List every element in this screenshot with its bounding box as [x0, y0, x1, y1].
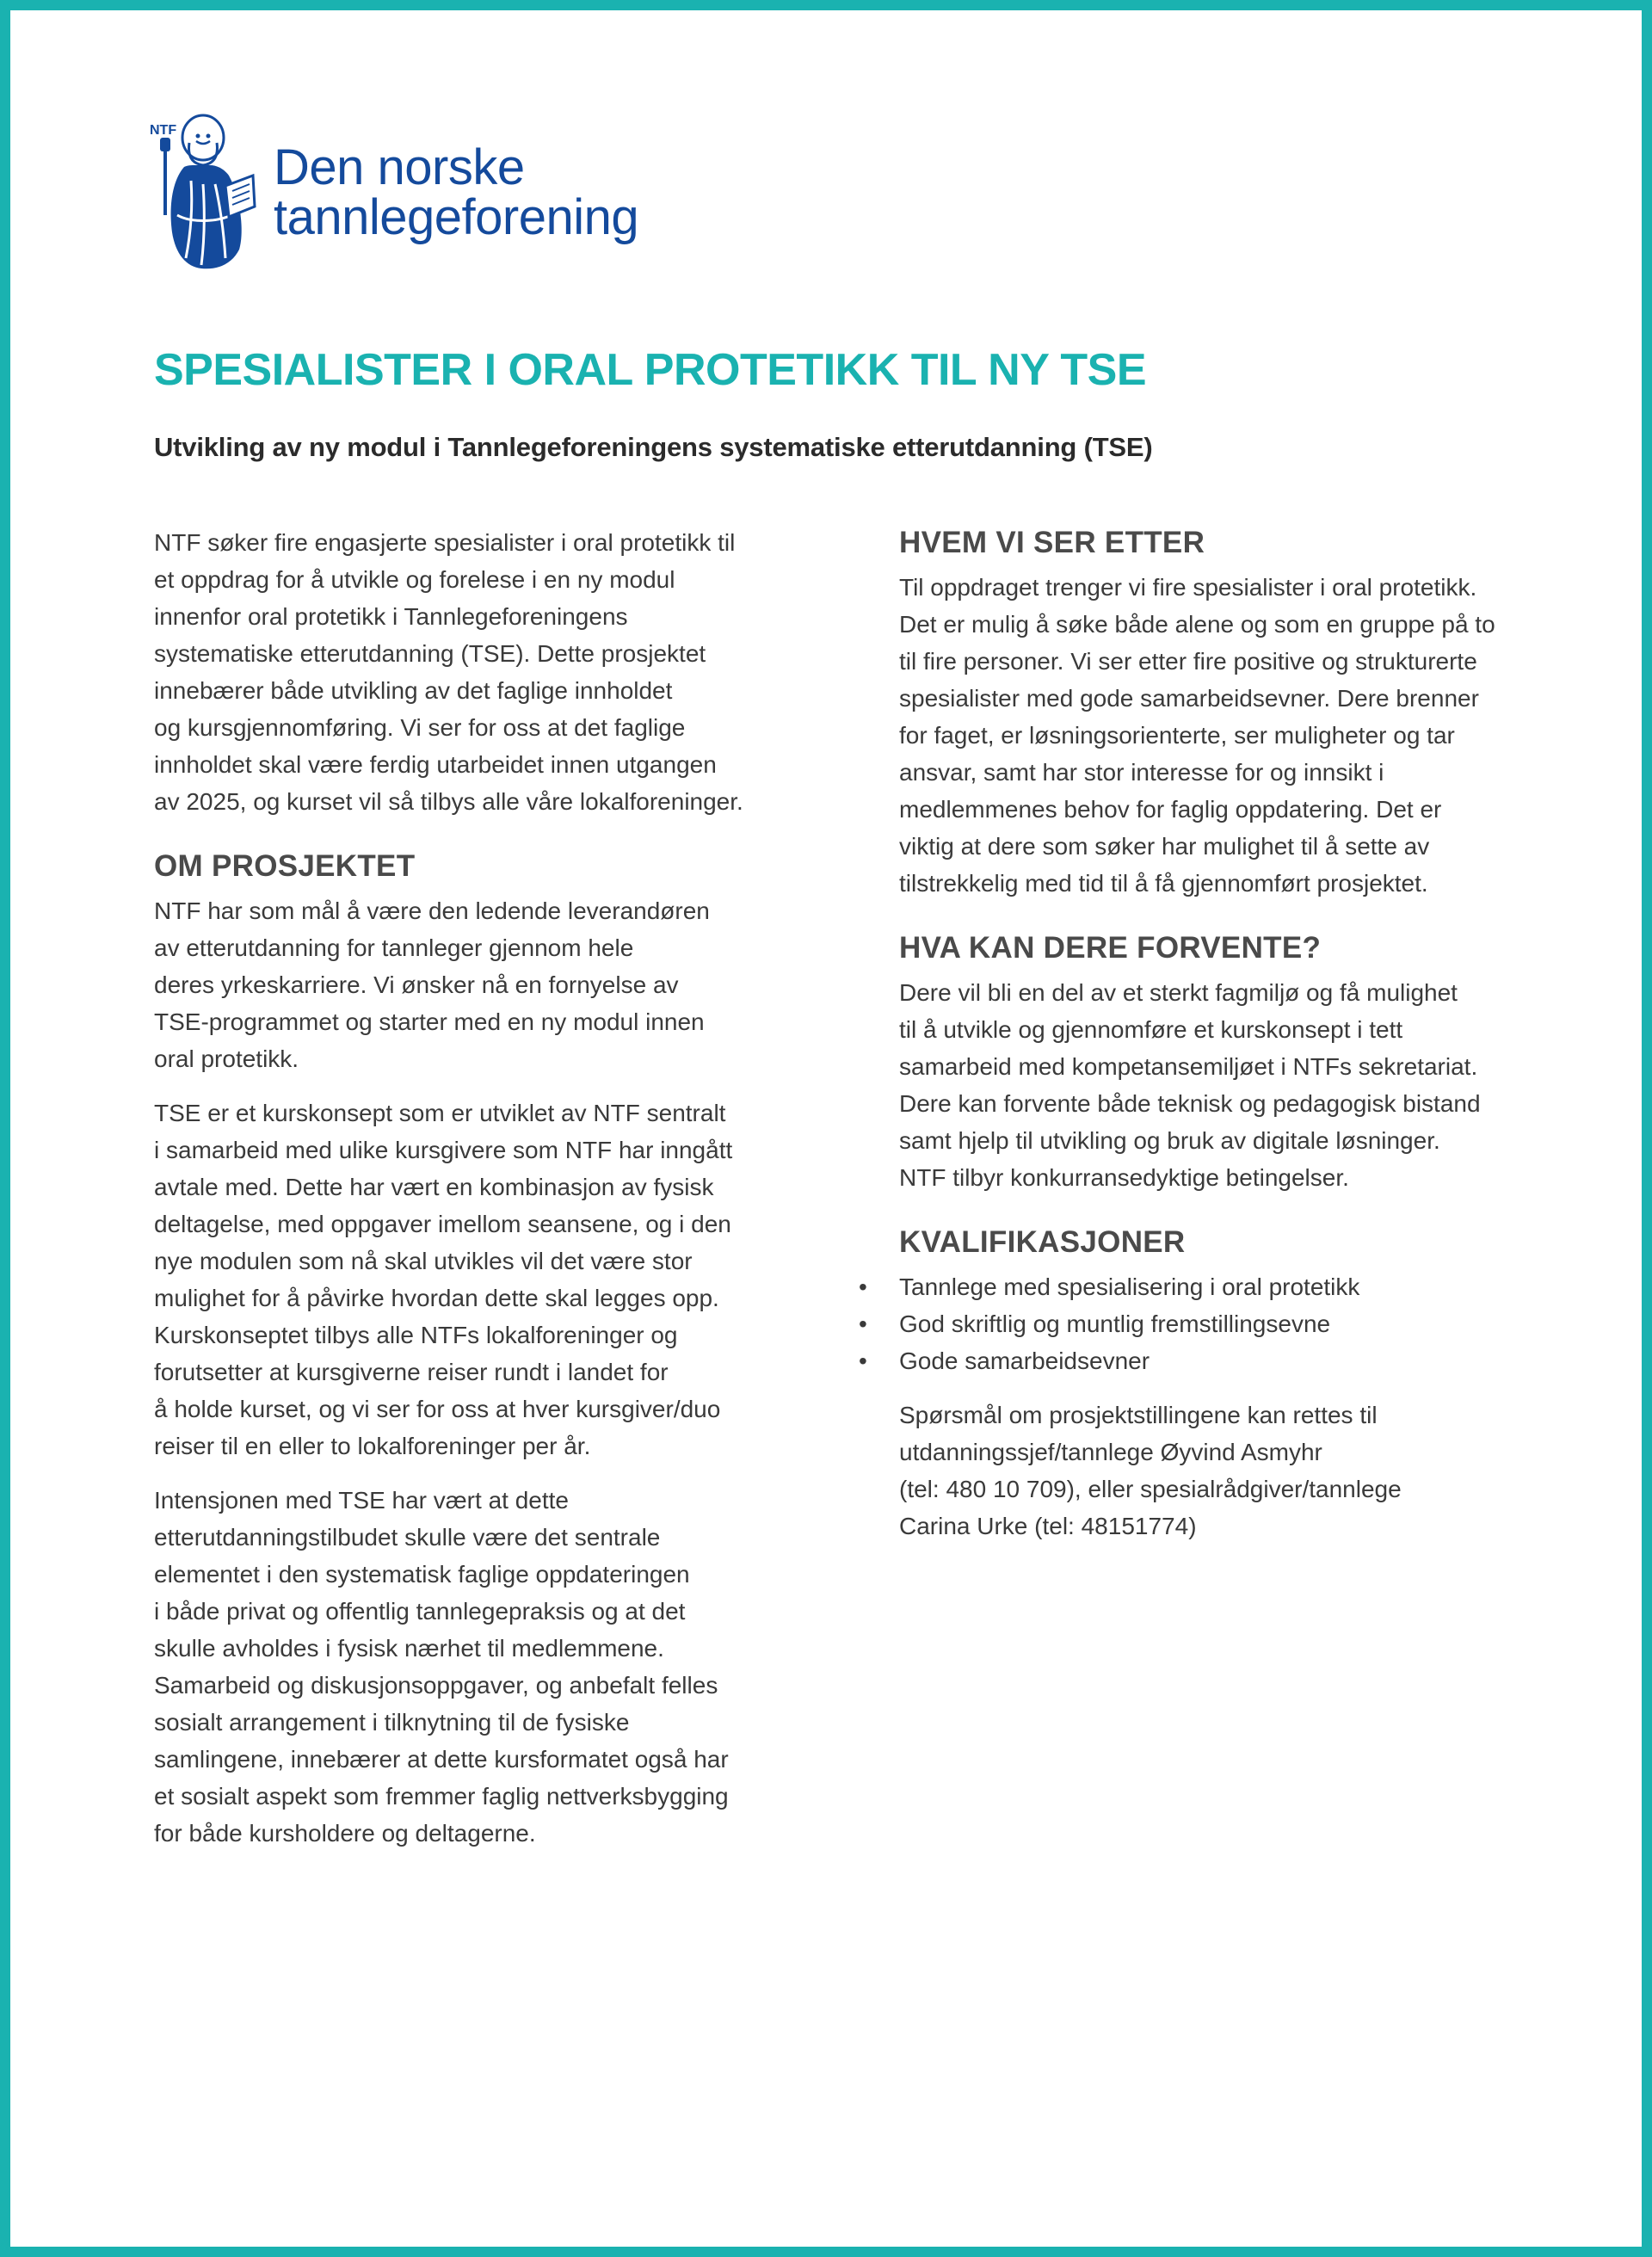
- contact-paragraph: Spørsmål om prosjektstillingene kan rettes til utdanningssjef/tannlege Øyvind Asmyhr (tel: 480 10 709), eller spesialrådgiver/tannlege Carina Urke (tel: 48151774): [899, 1402, 1402, 1539]
- left-column: [154, 524, 778, 1852]
- page-title: SPESIALISTER I ORAL PROTETIKK TIL NY TSE: [154, 345, 1147, 395]
- list-item: [859, 1268, 1536, 1305]
- logo: [146, 112, 638, 274]
- bullet-icon: •: [859, 1347, 867, 1374]
- logo-icon-text: NTF: [150, 123, 177, 138]
- hvem-vi-ser-etter-paragraph: Til oppdraget trenger vi fire spesialister i oral protetikk. Det er mulig å søke både alene og som en gruppe på to til fire personer. Vi ser etter fire positive og strukturerte spesialister med gode samarbeidsevner. Dere brenner for faget, er løsningsorienterte, ser muligheter og tar ansvar, samt har stor interesse for og innsikt i medlemmenes behov for faglig oppdatering. Det er viktig at dere som søker har mulighet til å sette av tilstrekkelig med tid til å få gjennomført prosjektet.: [899, 574, 1495, 897]
- ntf-saint-apollonia-icon: [146, 112, 256, 274]
- section-heading-om-prosjektet: OM PROSJEKTET: [154, 849, 416, 883]
- bullet-icon: •: [859, 1273, 867, 1300]
- section-heading-kvalifikasjoner: KVALIFIKASJONER: [899, 1225, 1186, 1259]
- qualifications-list: [859, 1268, 1536, 1379]
- om-prosjektet-paragraph-2: TSE er et kurskonsept som er utviklet av NTF sentralt i samarbeid med ulike kursgivere som NTF har inngått avtale med. Dette har vært en kombinasjon av fysisk deltagelse, med oppgaver imellom seansene, og i den nye modulen som nå skal utvikles vil det være stor mulighet for å påvirke hvordan dette skal legges opp. Kurskonseptet tilbys alle NTFs lokalforeninger og forutsetter at kursgiverne reiser rundt i landet for å holde kurset, og vi ser for oss at hver kursgiver/duo reiser til en eller to lokalforeninger per år.: [154, 1100, 733, 1459]
- right-column: [859, 524, 1536, 1545]
- section-heading-hva-kan-dere-forvente: HVA KAN DERE FORVENTE?: [899, 931, 1322, 965]
- logo-line-1: Den norske: [274, 139, 525, 195]
- list-item: [859, 1342, 1536, 1379]
- bullet-icon: •: [859, 1310, 867, 1337]
- hva-kan-dere-forvente-paragraph: Dere vil bli en del av et sterkt fagmiljø og få mulighet til å utvikle og gjennomføre et kurskonsept i tett samarbeid med kompetansemiljøet i NTFs sekretariat. Dere kan forvente både teknisk og pedagogisk bistand samt hjelp til utvikling og bruk av digitale løsninger. NTF tilbyr konkurransedyktige betingelser.: [899, 979, 1481, 1191]
- logo-wordmark: [274, 139, 639, 245]
- om-prosjektet-paragraph-1: NTF har som mål å være den ledende leverandøren av etterutdanning for tannleger gjennom hele deres yrkeskarriere. Vi ønsker nå en fornyelse av TSE-programmet og starter med en ny modul innen oral protetikk.: [154, 897, 710, 1072]
- qualification-text: God skriftlig og muntlig fremstillingsevne: [899, 1310, 1331, 1337]
- logo-line-2: tannlegeforening: [274, 189, 639, 245]
- om-prosjektet-paragraph-3: Intensjonen med TSE har vært at dette etterutdanningstilbudet skulle være det sentrale elementet i den systematisk faglige oppdateringen i både privat og offentlig tannlegepraksis og at det skulle avholdes i fysisk nærhet til medlemmene. Samarbeid og diskusjonsoppgaver, og anbefalt felles sosialt arrangement i tilknytning til de fysiske samlingene, innebærer at dette kursformatet også har et sosialt aspekt som fremmer faglig nettverksbygging for både kursholdere og deltagerne.: [154, 1487, 729, 1847]
- list-item: [859, 1305, 1536, 1342]
- intro-paragraph: NTF søker fire engasjerte spesialister i oral protetikk til et oppdrag for å utvikle og forelese i en ny modul innenfor oral protetikk i Tannlegeforeningens systematiske etterutdanning (TSE). Dette prosjektet innebærer både utvikling av det faglige innholdet og kursgjennomføring. Vi ser for oss at det faglige innholdet skal være ferdig utarbeidet innen utgangen av 2025, og kurset vil så tilbys alle våre lokalforeninger.: [154, 529, 743, 815]
- qualification-text: Tannlege med spesialisering i oral protetikk: [899, 1273, 1360, 1300]
- page-subtitle: Utvikling av ny modul i Tannlegeforeningens systematiske etterutdanning (TSE): [154, 432, 1153, 462]
- qualification-text: Gode samarbeidsevner: [899, 1347, 1150, 1374]
- section-heading-hvem-vi-ser-etter: HVEM VI SER ETTER: [899, 526, 1205, 559]
